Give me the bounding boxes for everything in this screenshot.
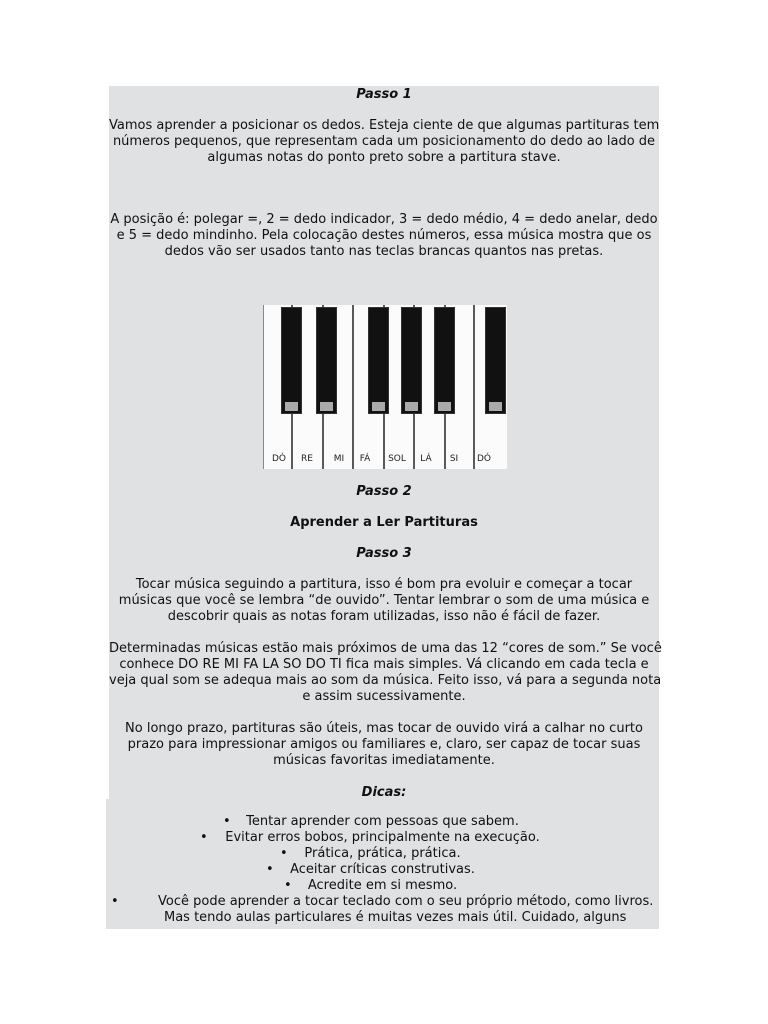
tips-title: Dicas: (361, 785, 407, 800)
bullet-icon: • (223, 814, 231, 829)
list-item-text: Tentar aprender com pessoas que sabem. (246, 814, 519, 829)
black-key (281, 307, 302, 414)
text-line: músicas favoritas imediatamente. (273, 753, 495, 768)
key-label: DÓ (271, 454, 286, 464)
text-line: Tocar música seguindo a partitura, isso é bom pra evoluir e começar a tocar (135, 577, 633, 592)
step1-paragraph-1 (109, 118, 659, 166)
white-key-divider (352, 305, 354, 469)
bullet-icon: • (200, 830, 208, 845)
text-line: A posição é: polegar =, 2 = dedo indicador, 3 = dedo médio, 4 = dedo anelar, dedo (110, 212, 658, 227)
piano-keyboard-image (263, 305, 507, 469)
text-line: e 5 = dedo mindinho. Pela colocação destes números, essa música mostra que os (116, 228, 652, 243)
step3-paragraph-2 (109, 641, 662, 705)
list-item (106, 846, 659, 862)
step3-title: Passo 3 (356, 546, 412, 561)
text-line: descobrir quais as notas foram utilizadas, isso não é fácil de fazer. (167, 609, 601, 624)
list-item-continuation (106, 910, 659, 926)
key-label: FÁ (359, 454, 371, 464)
list-item (106, 878, 659, 894)
black-key (316, 307, 337, 414)
list-item-text: Evitar erros bobos, principalmente na execução. (225, 830, 540, 845)
text-line: dedos vão ser usados tanto nas teclas brancas quantos nas pretas. (164, 244, 604, 259)
bullet-icon: • (284, 878, 292, 893)
bullet-icon: • (280, 846, 288, 861)
black-key (401, 307, 422, 414)
bullet-icon: • (111, 894, 119, 909)
list-item (106, 894, 659, 910)
text-line: No longo prazo, partituras são úteis, mas tocar de ouvido virá a calhar no curto (125, 721, 643, 736)
list-item-text: Você pode aprender a tocar teclado com o seu próprio método, como livros. (158, 894, 654, 909)
list-item-text: Mas tendo aulas particulares é muitas vezes mais útil. Cuidado, alguns (164, 910, 627, 925)
text-line: conhece DO RE MI FA LA SO DO TI fica mais simples. Vá clicando em cada tecla e (119, 657, 649, 672)
key-label: SOL (388, 454, 406, 464)
white-key-divider (473, 305, 475, 469)
list-item-text: Aceitar críticas construtivas. (290, 862, 475, 877)
list-item-text: Prática, prática, prática. (304, 846, 461, 861)
key-label: RE (301, 454, 313, 464)
step2-title: Passo 2 (356, 484, 412, 499)
list-item (106, 830, 659, 846)
black-key (368, 307, 389, 414)
key-label: LÁ (420, 454, 432, 464)
step1-paragraph-2 (109, 212, 659, 260)
text-line: veja qual som se adequa mais ao som da música. Feito isso, vá para a segunda nota (109, 673, 662, 688)
text-line: algumas notas do ponto preto sobre a partitura stave. (207, 150, 561, 165)
key-label: DÓ (476, 454, 491, 464)
text-line: prazo para impressionar amigos ou familiares e, claro, ser capaz de tocar suas (127, 737, 641, 752)
key-label: MI (333, 454, 345, 464)
text-line: Determinadas músicas estão mais próximos de uma das 12 “cores de som.” Se você (109, 641, 662, 656)
black-key (434, 307, 455, 414)
step3-paragraph-3 (109, 721, 659, 769)
tips-list (106, 814, 659, 926)
bullet-icon: • (266, 862, 274, 877)
black-key (485, 307, 506, 414)
step2-subtitle: Aprender a Ler Partituras (290, 515, 478, 530)
list-item (106, 814, 659, 830)
list-item-text: Acredite em si mesmo. (307, 878, 458, 893)
step1-title: Passo 1 (356, 87, 412, 102)
list-item (106, 862, 659, 878)
text-line: números pequenos, que representam cada um posicionamento do dedo ao lado de (112, 134, 656, 149)
key-label: SI (449, 454, 459, 464)
text-line: Vamos aprender a posicionar os dedos. Esteja ciente de que algumas partituras tem (109, 118, 660, 133)
text-line: e assim sucessivamente. (302, 689, 466, 704)
step3-paragraph-1 (109, 577, 659, 625)
text-line: músicas que você se lembra “de ouvido”. Tentar lembrar o som de uma música e (118, 593, 650, 608)
